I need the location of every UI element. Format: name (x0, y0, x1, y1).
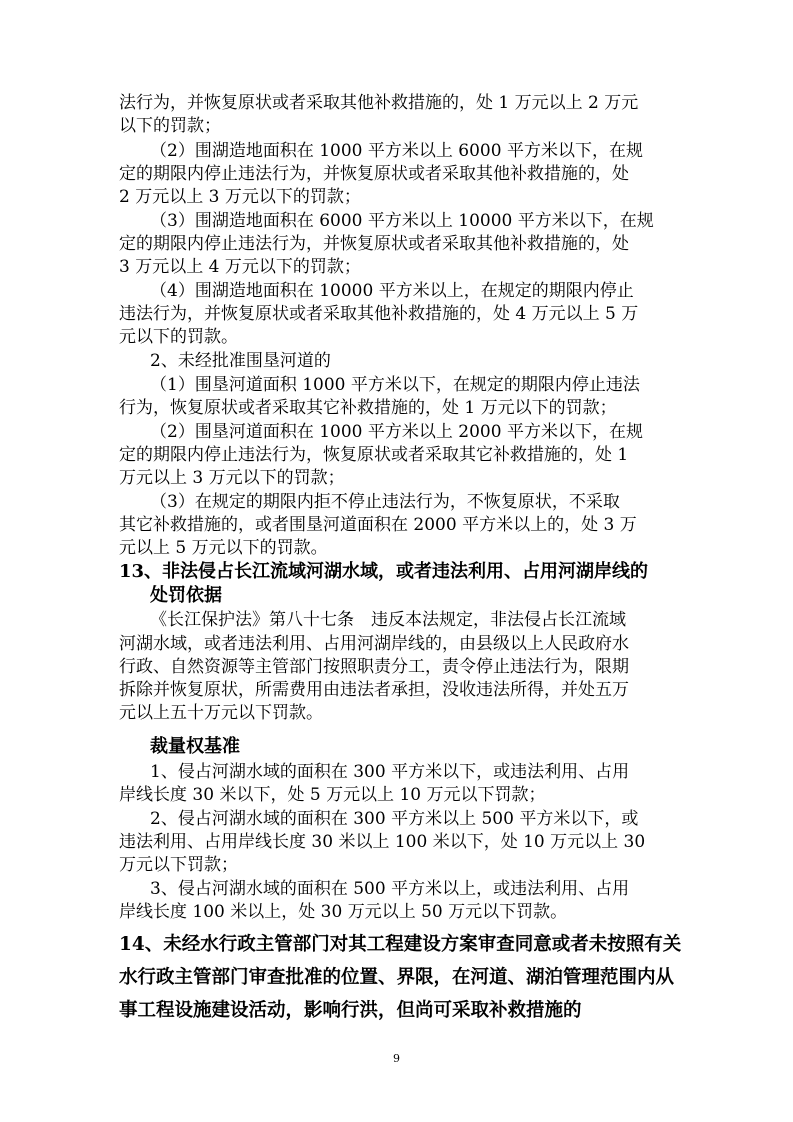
body-line: 元以上五十万元以下罚款。 (119, 703, 323, 723)
body-line: 河湖水域，或者违法利用、占用河湖岸线的，由县级以上人民政府水 (119, 634, 629, 654)
body-line: 其它补救措施的，或者围垦河道面积在 2000 平方米以上的，处 3 万 (119, 515, 637, 535)
section-heading: 14、未经水行政主管部门对其工程建设方案审查同意或者未按照有关 (119, 934, 682, 955)
section-heading: 处罚依据 (150, 585, 222, 606)
body-line: 3 万元以上 4 万元以下的罚款； (119, 257, 361, 277)
subheading: 裁量权基准 (150, 736, 240, 757)
body-line: 拆除并恢复原状，所需费用由违法者承担，没收违法所得，并处五万 (119, 680, 629, 700)
body-line: 以下的罚款； (119, 116, 221, 136)
body-line: 万元以上 3 万元以下的罚款； (119, 468, 345, 488)
body-line: （3）围湖造地面积在 6000 平方米以上 10000 平方米以下，在规 (150, 211, 654, 231)
page-number: 9 (393, 1052, 400, 1065)
body-line: 万元以下罚款； (119, 855, 238, 875)
body-line: 3、侵占河湖水域的面积在 500 平方米以上，或违法利用、占用 (150, 879, 630, 899)
section-heading: 事工程设施建设活动，影响行洪，但尚可采取补救措施的 (119, 1000, 582, 1021)
body-line: （4）围湖造地面积在 10000 平方米以上，在规定的期限内停止 (150, 281, 634, 301)
body-line: 元以下的罚款。 (119, 327, 238, 347)
body-line: （1）围垦河道面积 1000 平方米以下，在规定的期限内停止违法 (150, 375, 640, 395)
body-line: 岸线长度 100 米以上，处 30 万元以上 50 万元以下罚款。 (119, 902, 568, 922)
body-line: 定的期限内停止违法行为，并恢复原状或者采取其他补救措施的，处 (119, 164, 629, 184)
body-line: 2 万元以上 3 万元以下的罚款； (119, 187, 361, 207)
body-line: 2、侵占河湖水域的面积在 300 平方米以上 500 平方米以下，或 (150, 809, 639, 829)
body-line: （2）围湖造地面积在 1000 平方米以上 6000 平方米以下，在规 (150, 141, 643, 161)
body-line: （2）围垦河道面积在 1000 平方米以上 2000 平方米以下，在规 (150, 422, 643, 442)
body-line: 岸线长度 30 米以下，处 5 万元以上 10 万元以下罚款； (119, 785, 546, 805)
body-line: （3）在规定的期限内拒不停止违法行为，不恢复原状，不采取 (150, 492, 620, 512)
body-line: 违法利用、占用岸线长度 30 米以上 100 米以下，处 10 万元以上 30 (119, 832, 646, 852)
body-line: 元以上 5 万元以下的罚款。 (119, 538, 328, 558)
body-line: 行政、自然资源等主管部门按照职责分工，责令停止违法行为，限期 (119, 657, 629, 677)
body-line: 行为，恢复原状或者采取其它补救措施的，处 1 万元以下的罚款； (119, 398, 617, 418)
body-line: 违法行为，并恢复原状或者采取其他补救措施的，处 4 万元以上 5 万 (119, 304, 639, 324)
body-line: 定的期限内停止违法行为，恢复原状或者采取其它补救措施的，处 1 (119, 445, 629, 465)
body-line: 定的期限内停止违法行为，并恢复原状或者采取其他补救措施的，处 (119, 234, 629, 254)
body-line: 1、侵占河湖水域的面积在 300 平方米以下，或违法利用、占用 (150, 762, 630, 782)
section-heading: 水行政主管部门审查批准的位置、界限，在河道、湖泊管理范围内从 (119, 967, 675, 988)
body-line: 法行为，并恢复原状或者采取其他补救措施的，处 1 万元以上 2 万元 (119, 93, 639, 113)
list-heading: 2、未经批准围垦河道的 (150, 351, 331, 371)
section-heading: 13、非法侵占长江流域河湖水域，或者违法利用、占用河湖岸线的 (119, 561, 649, 582)
body-line: 《长江保护法》第八十七条 违反本法规定，非法侵占长江流域 (150, 610, 626, 630)
